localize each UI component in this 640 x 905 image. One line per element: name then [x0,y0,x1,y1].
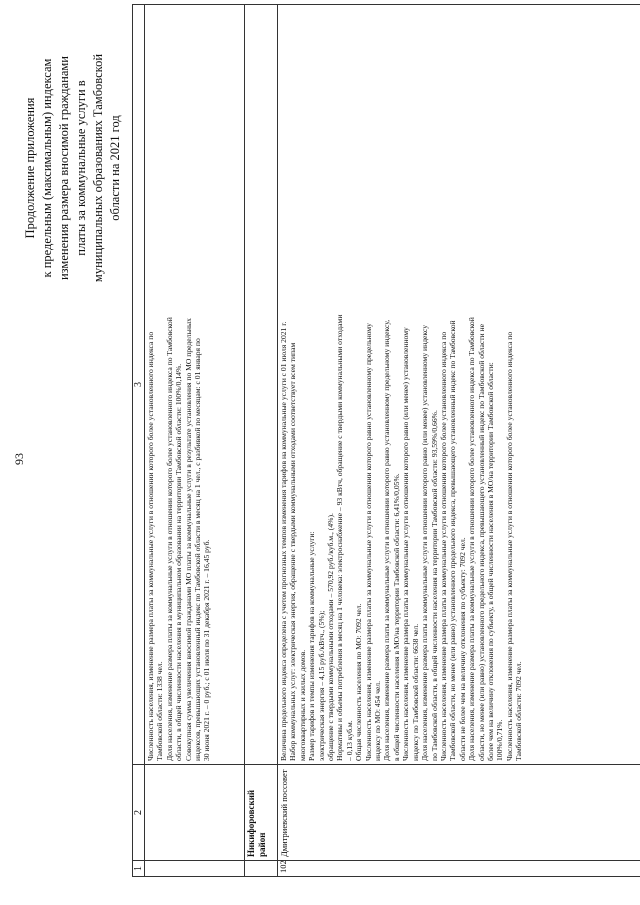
text-line: Численность населения, изменение размера платы за коммунальные услуги в отношении которого более установленного индекса по [438,331,448,761]
text-line: Доля населения, изменение размера платы за коммунальные услуги в отношении которого более установленного индекса по Тамбовской [164,317,174,761]
text-line: более чем на величину отклонения по субъекту, в общей численности населения в МО/на территории Тамбовской области: [485,362,495,761]
row-number: 102 [278,861,640,877]
table-row [278,5,640,877]
text-line: Совокупная сумма увеличения вносимой гражданами МО платы за коммунальные услуги в результате установления по МО предельных [183,318,193,761]
text-line: Доля населения, изменение размера платы за коммунальные услуги в отношении которого равно (или менее) установленному индексу [420,325,430,761]
text-line: Численность населения, изменение размера платы за коммунальные услуги в отношении которого более установленного индекса по [146,331,155,761]
appendix-line: изменения размера вносимой гражданами [57,56,71,281]
settlement-cell [145,765,245,861]
appendix-line: платы за коммунальные услуги в [74,80,88,256]
appendix-line: к предельным (максимальным) индексам [40,58,54,278]
appendix-line: Продолжение приложения [23,97,37,239]
district-name: Никифоровский район [245,765,278,861]
text-line: по Тамбовской области, в общей численности населения на территории Тамбовской области: 93,59%/0,66%. [429,410,439,761]
row-number-cell [245,861,278,877]
header-cell-2: 2 [133,765,145,861]
text-line: индексов, превышающих установленный индекс по Тамбовской области в месяц на 1 чел., с разбивкой по месяцам: с 01 января по [193,338,203,761]
district-row [245,5,278,877]
text-line: 100%/0,71%. [495,719,505,761]
text-line: индексу по МО: 454 чел. [373,681,383,761]
text-line: Тамбовской области: 7092 чел. [514,661,524,761]
text-line: 30 июня 2021 г. – 0 руб.; с 01 июля по 31 декабря 2021 г. – 16,45 руб. [202,539,212,761]
text-line: Численность населения, изменение размера платы за коммунальные услуги в отношении которого равно установленному предельному [363,323,373,761]
text-line: многоквартирных и жилых домов. [297,649,307,761]
text-line: Доля населения, изменение размера платы за коммунальные услуги в отношении которого равно установленному предельному индексу, [382,319,392,761]
table-header-row [133,5,145,877]
text-line: области, но менее (или равно) установленного предельного индекса, превышающего установленный индекс по Тамбовской области не [476,324,486,761]
description-cell [145,5,245,765]
text-line: области не более чем на величину отклонения по субъекту: 7092 чел. [457,537,467,761]
text-line: – 0,13 куб.м. [344,720,354,761]
text-line: обращение с твердыми коммунальными отходами – 570,92 руб./куб.м., (4%). [326,513,336,761]
appendix-line: области на 2021 год [108,115,122,221]
text-line: Набор коммунальных услуг: электрическая энергия, обращение с твердыми коммунальными отходами соответствует всем типам [288,342,298,761]
text-line: Численность населения, изменение размера платы за коммунальные услуги в отношении которого равно (или менее) установленному [401,327,411,761]
header-cell-1: 1 [133,861,145,877]
text-line: Общая численность населения по МО: 7092 чел. [354,603,364,761]
appendix-line: муниципальных образованиях Тамбовской [91,53,105,283]
text-line: Численность населения, изменение размера платы за коммунальные услуги в отношении которого более установленного индекса по [504,331,514,761]
text-line: Нормативы и объемы потребления в месяц на 1 человека: электроснабжение – 93 кВтч, обращение с твердыми коммунальными отходами [335,314,345,761]
indices-table [132,4,640,877]
description-cell [245,5,278,765]
text-line: Тамбовской области, но менее (или равно) установленного предельного индекса, превышающего установленный индекс по Тамбовской [448,320,458,761]
row-number-cell [145,861,245,877]
page-number: 93 [12,453,26,465]
text-line: в общей численности населения в МО/на территории Тамбовской области: 6,41%/0,05%. [391,473,401,761]
table-row [145,5,245,877]
description-cell [278,5,640,765]
text-line: электрическая энергия – 4,15 руб./кВтч., (5%); [316,610,326,761]
text-line: Величина предельного индекса определена с учетом прогнозных темпов изменения тарифов на коммунальные услуги с 01 июля 2021 г. [279,321,288,761]
header-cell-3: 3 [133,5,145,765]
appendix-heading [22,3,124,333]
settlement-name: Дмитриевский поссовет [278,765,640,861]
text-line: Тамбовской области: 1338 чел. [155,661,165,761]
text-line: Размер тарифов и темпы изменения тарифов на коммунальные услуги: [307,531,317,761]
text-line: Доля населения, изменение размера платы за коммунальные услуги в отношении которого более установленного индекса по Тамбовской [467,317,477,761]
text-line: области, в общей численности населения в муниципальном образовании на территории Тамбовской области: 100%/0,14%. [174,363,184,761]
text-line: индексу по Тамбовской области: 6638 чел. [410,623,420,761]
